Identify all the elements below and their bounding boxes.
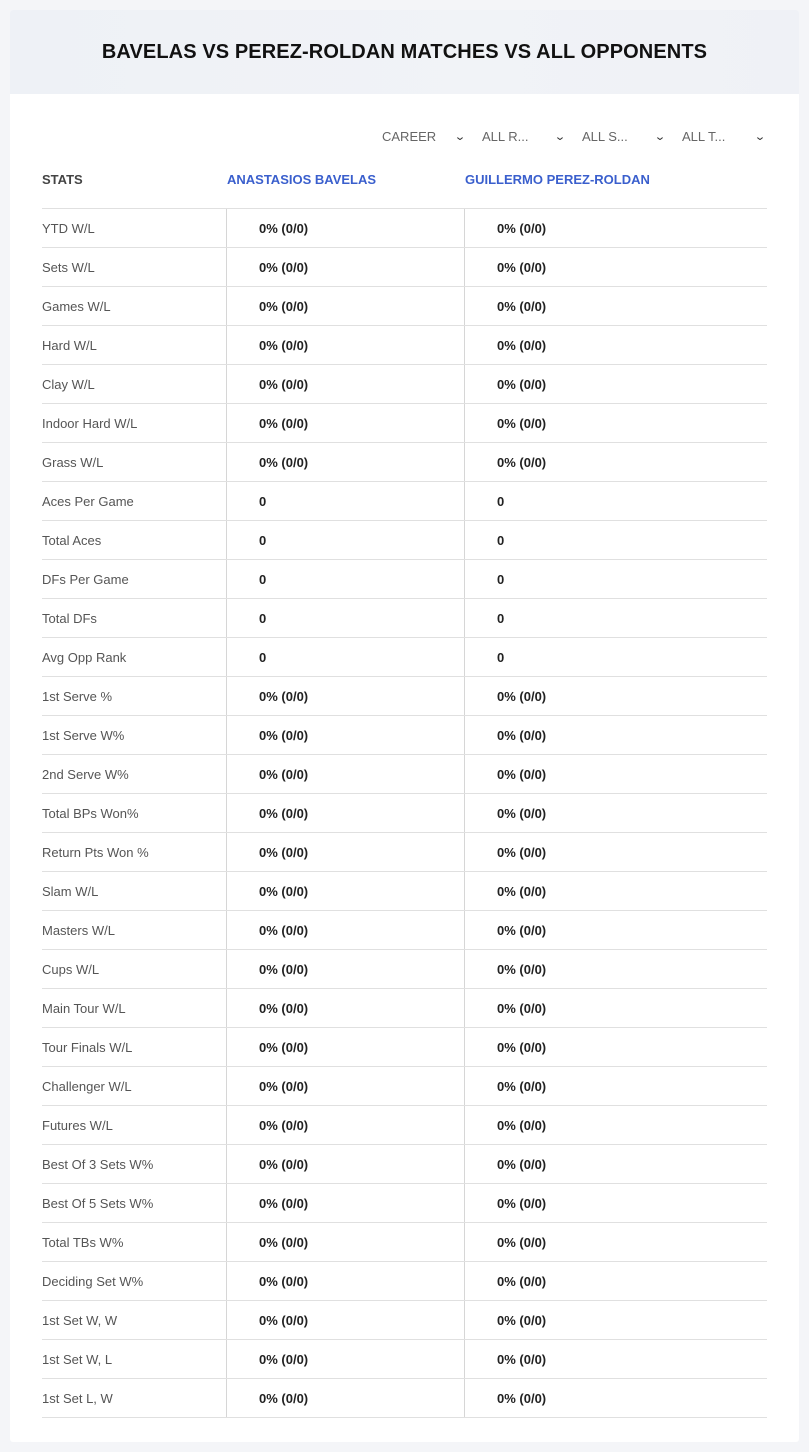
stats-table <box>42 208 767 1418</box>
player1-stat-value: 0% (0/0) <box>226 287 464 325</box>
player2-stat-value: 0% (0/0) <box>464 1067 767 1105</box>
stat-label: 1st Serve W% <box>42 727 125 743</box>
player2-stat-value: 0% (0/0) <box>464 911 767 949</box>
player2-stat-value: 0 <box>464 560 767 598</box>
player1-stat-value: 0% (0/0) <box>226 755 464 793</box>
table-row <box>42 443 767 482</box>
player1-stat-value: 0 <box>226 521 464 559</box>
table-row <box>42 911 767 950</box>
player2-stat-value: 0% (0/0) <box>464 872 767 910</box>
stat-label: Masters W/L <box>42 922 115 938</box>
page-header <box>10 10 799 94</box>
stat-label: YTD W/L <box>42 220 95 236</box>
player2-stat-value: 0% (0/0) <box>464 1340 767 1378</box>
table-row <box>42 794 767 833</box>
table-row <box>42 248 767 287</box>
player1-stat-value: 0% (0/0) <box>226 950 464 988</box>
table-row <box>42 1301 767 1340</box>
surface-select-label: ALL S... <box>582 128 628 144</box>
player1-stat-value: 0% (0/0) <box>226 1067 464 1105</box>
player2-stat-value: 0% (0/0) <box>464 1028 767 1066</box>
player1-stat-value: 0% (0/0) <box>226 365 464 403</box>
stat-label: DFs Per Game <box>42 571 129 587</box>
player2-stat-value: 0% (0/0) <box>464 443 767 481</box>
table-row <box>42 365 767 404</box>
player1-stat-value: 0% (0/0) <box>226 1184 464 1222</box>
player1-stat-value: 0 <box>226 482 464 520</box>
table-row <box>42 521 767 560</box>
table-row <box>42 950 767 989</box>
player2-stat-value: 0% (0/0) <box>464 794 767 832</box>
table-row <box>42 716 767 755</box>
stat-label: Avg Opp Rank <box>42 649 127 665</box>
player2-stat-value: 0% (0/0) <box>464 287 767 325</box>
round-select[interactable] <box>467 126 567 146</box>
player2-stat-value: 0% (0/0) <box>464 326 767 364</box>
stats-column-header: STATS <box>42 172 83 187</box>
player2-stat-value: 0% (0/0) <box>464 989 767 1027</box>
player1-stat-value: 0% (0/0) <box>226 248 464 286</box>
table-row <box>42 638 767 677</box>
player1-stat-value: 0 <box>226 560 464 598</box>
stat-label: Challenger W/L <box>42 1078 132 1094</box>
player1-stat-value: 0% (0/0) <box>226 1145 464 1183</box>
stat-label: Tour Finals W/L <box>42 1039 133 1055</box>
player2-stat-value: 0% (0/0) <box>464 1184 767 1222</box>
table-row <box>42 599 767 638</box>
stat-label: 1st Set L, W <box>42 1390 113 1406</box>
table-row <box>42 989 767 1028</box>
player1-stat-value: 0% (0/0) <box>226 833 464 871</box>
player2-stat-value: 0% (0/0) <box>464 404 767 442</box>
player2-stat-value: 0% (0/0) <box>464 833 767 871</box>
stat-label: Main Tour W/L <box>42 1000 126 1016</box>
stat-label: Total DFs <box>42 610 97 626</box>
stats-card <box>10 10 799 1442</box>
chevron-down-icon: ⌄ <box>654 130 666 143</box>
table-row <box>42 287 767 326</box>
player1-stat-value: 0% (0/0) <box>226 1223 464 1261</box>
player1-stat-value: 0% (0/0) <box>226 1262 464 1300</box>
player2-stat-value: 0% (0/0) <box>464 755 767 793</box>
stat-label: Aces Per Game <box>42 493 134 509</box>
player1-stat-value: 0% (0/0) <box>226 677 464 715</box>
player2-stat-value: 0 <box>464 638 767 676</box>
player1-stat-value: 0% (0/0) <box>226 1301 464 1339</box>
stat-label: Return Pts Won % <box>42 844 149 860</box>
player2-stat-value: 0% (0/0) <box>464 1301 767 1339</box>
table-row <box>42 326 767 365</box>
table-row <box>42 1340 767 1379</box>
stat-label: 1st Set W, W <box>42 1312 118 1328</box>
player1-stat-value: 0% (0/0) <box>226 872 464 910</box>
round-select-label: ALL R... <box>482 128 529 144</box>
tournament-select[interactable] <box>667 126 767 146</box>
player2-stat-value: 0% (0/0) <box>464 950 767 988</box>
table-row <box>42 209 767 248</box>
player2-stat-value: 0% (0/0) <box>464 1379 767 1417</box>
chevron-down-icon: ⌄ <box>554 130 566 143</box>
player2-stat-value: 0% (0/0) <box>464 365 767 403</box>
player2-stat-value: 0% (0/0) <box>464 716 767 754</box>
stat-label: Total BPs Won% <box>42 805 139 821</box>
stat-label: Best Of 3 Sets W% <box>42 1156 154 1172</box>
player1-stat-value: 0% (0/0) <box>226 1028 464 1066</box>
table-row <box>42 1223 767 1262</box>
player2-stat-value: 0 <box>464 521 767 559</box>
stat-label: Total TBs W% <box>42 1234 124 1250</box>
table-row <box>42 833 767 872</box>
player2-column-header[interactable]: GUILLERMO PEREZ-ROLDAN <box>465 172 650 187</box>
player2-stat-value: 0% (0/0) <box>464 677 767 715</box>
player1-stat-value: 0% (0/0) <box>226 1379 464 1417</box>
table-row <box>42 560 767 599</box>
table-row <box>42 404 767 443</box>
period-select[interactable] <box>367 126 467 146</box>
table-row <box>42 482 767 521</box>
player2-stat-value: 0% (0/0) <box>464 1262 767 1300</box>
stat-label: 1st Set W, L <box>42 1351 113 1367</box>
table-row <box>42 1184 767 1223</box>
player2-stat-value: 0 <box>464 482 767 520</box>
table-row <box>42 1379 767 1418</box>
stat-label: Deciding Set W% <box>42 1273 144 1289</box>
tournament-select-label: ALL T... <box>682 128 726 144</box>
stat-label: Grass W/L <box>42 454 104 470</box>
stat-label: Futures W/L <box>42 1117 113 1133</box>
player1-column-header[interactable]: ANASTASIOS BAVELAS <box>227 172 377 187</box>
table-row <box>42 872 767 911</box>
player1-stat-value: 0% (0/0) <box>226 326 464 364</box>
stat-label: Best Of 5 Sets W% <box>42 1195 154 1211</box>
player1-stat-value: 0 <box>226 638 464 676</box>
period-select-label: CAREER <box>382 128 437 144</box>
player2-stat-value: 0% (0/0) <box>464 1106 767 1144</box>
player1-stat-value: 0% (0/0) <box>226 911 464 949</box>
player2-stat-value: 0% (0/0) <box>464 248 767 286</box>
player2-stat-value: 0% (0/0) <box>464 1145 767 1183</box>
page-title: BAVELAS VS PEREZ-ROLDAN MATCHES VS ALL OPPONENTS <box>101 40 708 63</box>
table-row <box>42 755 767 794</box>
player2-stat-value: 0 <box>464 599 767 637</box>
stat-label: Clay W/L <box>42 376 95 392</box>
table-row <box>42 1067 767 1106</box>
table-row <box>42 1262 767 1301</box>
stat-label: Indoor Hard W/L <box>42 415 138 431</box>
player1-stat-value: 0% (0/0) <box>226 716 464 754</box>
player1-stat-value: 0% (0/0) <box>226 794 464 832</box>
chevron-down-icon: ⌄ <box>754 130 766 143</box>
stat-label: Cups W/L <box>42 961 100 977</box>
player1-stat-value: 0% (0/0) <box>226 989 464 1027</box>
player1-stat-value: 0% (0/0) <box>226 1340 464 1378</box>
player2-stat-value: 0% (0/0) <box>464 1223 767 1261</box>
table-row <box>42 1106 767 1145</box>
stat-label: Games W/L <box>42 298 111 314</box>
stat-label: Slam W/L <box>42 883 99 899</box>
stat-label: 2nd Serve W% <box>42 766 129 782</box>
player1-stat-value: 0% (0/0) <box>226 404 464 442</box>
player1-stat-value: 0 <box>226 599 464 637</box>
filter-bar <box>367 126 767 146</box>
chevron-down-icon: ⌄ <box>454 130 466 143</box>
stat-label: 1st Serve % <box>42 688 113 704</box>
stat-label: Hard W/L <box>42 337 97 353</box>
player1-stat-value: 0% (0/0) <box>226 1106 464 1144</box>
surface-select[interactable] <box>567 126 667 146</box>
player2-stat-value: 0% (0/0) <box>464 209 767 247</box>
table-row <box>42 1028 767 1067</box>
table-row <box>42 677 767 716</box>
player1-stat-value: 0% (0/0) <box>226 443 464 481</box>
player1-stat-value: 0% (0/0) <box>226 209 464 247</box>
stat-label: Sets W/L <box>42 259 95 275</box>
table-row <box>42 1145 767 1184</box>
stat-label: Total Aces <box>42 532 102 548</box>
